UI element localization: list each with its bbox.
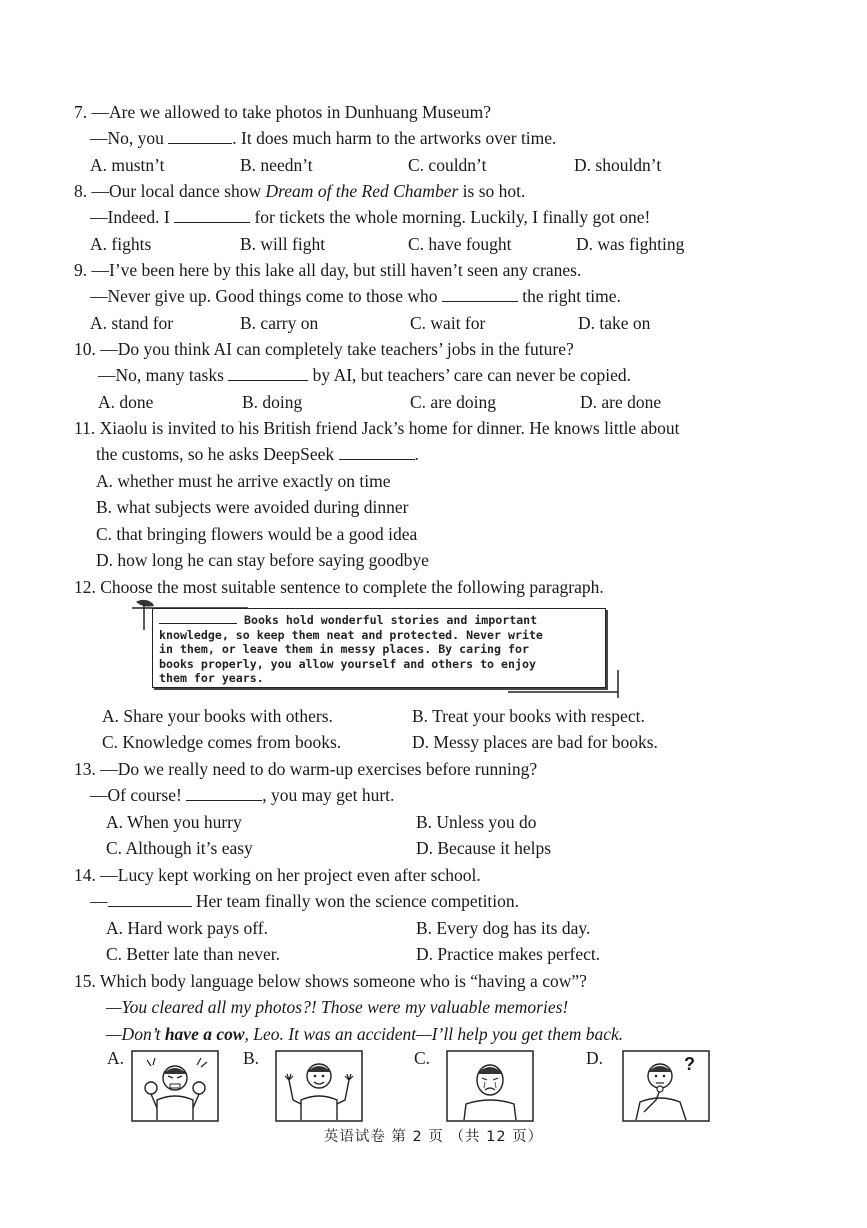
question-10-prompt: 10. —Do you think AI can completely take teachers’ jobs in the future? xyxy=(74,339,574,359)
question-15-line-2: —You cleared all my photos?! Those were my valuable memories! xyxy=(106,997,569,1018)
question-7-reply: —No, you . It does much harm to the artworks over time. xyxy=(90,128,557,149)
show-title: Dream of the Red Chamber xyxy=(265,181,459,201)
paragraph-box xyxy=(128,598,628,702)
answer-blank xyxy=(442,284,518,302)
question-8 xyxy=(74,178,684,257)
question-11-prompt-cont: the customs, so he asks DeepSeek . xyxy=(96,444,419,465)
question-14 xyxy=(74,862,736,968)
option-a: A. done xyxy=(98,391,154,412)
thinking-person-icon xyxy=(622,1050,710,1122)
picture-label-b: B. xyxy=(243,1048,260,1068)
question-8-options xyxy=(74,231,684,257)
question-10 xyxy=(74,336,661,415)
answer-blank xyxy=(174,205,250,223)
idiom-highlight: have a cow xyxy=(164,1023,245,1044)
answer-blank xyxy=(168,126,232,144)
option-c: C. Although it’s easy xyxy=(106,838,253,859)
question-7-options xyxy=(74,152,661,178)
option-b: B. Unless you do xyxy=(416,811,537,832)
question-10-reply: —No, many tasks by AI, but teachers’ care can never be copied. xyxy=(98,365,632,386)
option-d: D. how long he can stay before saying goodbye xyxy=(96,550,429,571)
question-12-options xyxy=(102,703,732,756)
question-14-options xyxy=(74,915,736,968)
picture-label-d: D. xyxy=(586,1048,604,1068)
option-d: D. Messy places are bad for books. xyxy=(412,732,658,753)
question-13-prompt: 13. —Do we really need to do warm-up exercises before running? xyxy=(74,759,538,779)
question-8-prompt: 8. —Our local dance show Dream of the Red Chamber is so hot. xyxy=(74,181,526,201)
answer-blank xyxy=(108,889,192,907)
question-7 xyxy=(74,99,661,178)
shrugging-person-icon xyxy=(275,1050,363,1122)
option-a: A. mustn’t xyxy=(90,154,165,175)
option-b: B. what subjects were avoided during dinner xyxy=(96,497,409,518)
option-a: A. When you hurry xyxy=(106,811,242,832)
option-c: C. are doing xyxy=(410,391,497,412)
sad-person-icon xyxy=(446,1050,534,1122)
page-footer: 英语试卷 第 2 页 （共 12 页） xyxy=(323,1129,544,1145)
option-a: A. fights xyxy=(90,233,152,254)
question-9-options xyxy=(74,310,650,336)
option-b: B. Every dog has its day. xyxy=(416,917,591,938)
option-a: A. Share your books with others. xyxy=(102,706,333,726)
paragraph-text: Books hold wonderful stories and important knowledge, so keep them neat and protected. Never write in them, or leave them in messy places. By caring for books properly, you allow yourself and others to enjoy them for years. xyxy=(152,608,606,688)
angry-person-icon xyxy=(131,1050,219,1122)
option-d: D. take on xyxy=(578,312,651,333)
picture-label-a: A. xyxy=(107,1048,125,1068)
question-mark: ? xyxy=(684,1054,695,1074)
option-c: C. Knowledge comes from books. xyxy=(102,732,342,753)
question-14-reply: — Her team finally won the science competition. xyxy=(90,891,520,912)
question-8-reply: —Indeed. I for tickets the whole morning. Luckily, I finally got one! xyxy=(90,207,651,228)
option-d: D. shouldn’t xyxy=(574,154,662,175)
option-b: B. Treat your books with respect. xyxy=(412,706,645,726)
question-12-prompt: 12. Choose the most suitable sentence to complete the following paragraph. xyxy=(74,577,604,597)
question-9-reply: —Never give up. Good things come to those who the right time. xyxy=(90,286,621,307)
option-a: A. stand for xyxy=(90,312,174,333)
picture-label-c: C. xyxy=(414,1048,431,1068)
answer-blank xyxy=(339,442,415,460)
option-c: C. have fought xyxy=(408,233,512,254)
option-d: D. are done xyxy=(580,391,662,412)
sentence-blank xyxy=(159,614,237,624)
question-10-options xyxy=(74,389,661,415)
option-c: C. that bringing flowers would be a good idea xyxy=(96,523,418,544)
question-15-prompt: 15. Which body language below shows someone who is “having a cow”? xyxy=(74,971,587,991)
question-13-reply: —Of course! , you may get hurt. xyxy=(90,785,395,806)
option-c: C. wait for xyxy=(410,312,486,333)
question-9 xyxy=(74,257,650,336)
question-13-options xyxy=(74,809,736,862)
option-d: D. Practice makes perfect. xyxy=(416,944,601,965)
option-b: B. will fight xyxy=(240,233,326,254)
question-11-prompt: 11. Xiaolu is invited to his British friend Jack’s home for dinner. He knows little about xyxy=(74,418,680,438)
option-c: C. couldn’t xyxy=(408,154,487,175)
answer-blank xyxy=(228,363,308,381)
answer-blank xyxy=(186,783,262,801)
option-d: D. was fighting xyxy=(576,233,685,254)
option-a: A. whether must he arrive exactly on time xyxy=(96,470,391,491)
option-d: D. Because it helps xyxy=(416,838,552,859)
option-b: B. doing xyxy=(242,391,303,412)
question-7-prompt: 7. —Are we allowed to take photos in Dunhuang Museum? xyxy=(74,102,492,122)
question-13 xyxy=(74,756,736,862)
option-a: A. Hard work pays off. xyxy=(106,917,269,938)
question-12 xyxy=(74,574,604,600)
option-c: C. Better late than never. xyxy=(106,944,280,965)
option-b: B. carry on xyxy=(240,312,319,333)
question-14-prompt: 14. —Lucy kept working on her project even after school. xyxy=(74,865,481,885)
option-b: B. needn’t xyxy=(240,154,313,175)
question-15 xyxy=(74,968,623,1047)
question-11 xyxy=(74,415,679,573)
question-15-line-3: —Don’t have a cow, Leo. It was an accident—I’ll help you get them back. xyxy=(106,1023,624,1044)
question-9-prompt: 9. —I’ve been here by this lake all day, but still haven’t seen any cranes. xyxy=(74,260,582,280)
